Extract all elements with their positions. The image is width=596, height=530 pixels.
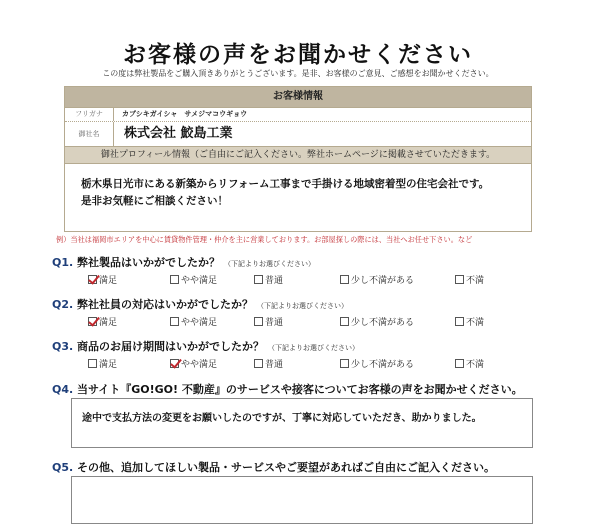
question-5-number: Q5. xyxy=(52,461,74,474)
question-2-hint: （下記よりお選びください） xyxy=(257,302,349,310)
page-title: お客様の声をお聞かせください xyxy=(123,42,473,68)
q1-option-slightly-dissatisfied[interactable] xyxy=(340,273,414,286)
option-label: 少し不満がある xyxy=(351,318,415,328)
option-label: やや満足 xyxy=(181,360,218,370)
checkbox-icon[interactable] xyxy=(455,359,464,368)
profile-line-2: 是非お気軽にご相談ください！ xyxy=(81,195,228,207)
q3-option-somewhat-satisfied[interactable] xyxy=(170,357,217,370)
checkbox-icon[interactable] xyxy=(88,275,97,284)
question-1-options xyxy=(0,273,596,287)
q3-option-neutral[interactable] xyxy=(254,357,283,370)
checkbox-icon[interactable] xyxy=(254,275,263,284)
question-1-number: Q1. xyxy=(52,256,74,269)
question-4-number: Q4. xyxy=(52,383,74,396)
profile-text[interactable] xyxy=(65,164,531,210)
question-3-hint: （下記よりお選びください） xyxy=(268,344,360,352)
page-subtitle: この度は弊社製品をご購入頂きありがとうございます。是非、お客様のご意見、ご感想をお聞かせください。 xyxy=(102,69,494,78)
question-1-hint: （下記よりお選びください） xyxy=(224,260,316,268)
option-label: 普通 xyxy=(265,276,284,286)
furigana-label: フリガナ xyxy=(65,108,114,121)
profile-line-1: 栃木県日光市にある新築からリフォーム工事まで手掛ける地域密着型の住宅会社です。 xyxy=(81,178,490,190)
option-label: 少し不満がある xyxy=(351,360,415,370)
question-2-text: 弊社社員の対応はいかがでしたか？ xyxy=(77,298,254,311)
question-1 xyxy=(52,254,315,270)
question-2-number: Q2. xyxy=(52,298,74,311)
question-3-options xyxy=(0,357,596,371)
question-5 xyxy=(52,459,495,475)
company-row xyxy=(65,122,531,147)
profile-header: 御社プロフィール情報（ご自由にご記入ください。弊社ホームページに掲載させていただきます。 xyxy=(65,147,531,164)
q1-option-dissatisfied[interactable] xyxy=(455,273,484,286)
q2-option-neutral[interactable] xyxy=(254,315,283,328)
checkbox-icon[interactable] xyxy=(254,317,263,326)
company-label: 御社名 xyxy=(65,122,114,146)
q2-option-slightly-dissatisfied[interactable] xyxy=(340,315,414,328)
option-label: 満足 xyxy=(99,276,118,286)
question-3 xyxy=(52,338,359,354)
checkbox-icon[interactable] xyxy=(88,317,97,326)
option-label: やや満足 xyxy=(181,318,218,328)
question-3-number: Q3. xyxy=(52,340,74,353)
option-label: 少し不満がある xyxy=(351,276,415,286)
customer-info-header: お客様情報 xyxy=(65,87,531,108)
option-label: 満足 xyxy=(99,318,118,328)
q1-option-somewhat-satisfied[interactable] xyxy=(170,273,217,286)
option-label: 普通 xyxy=(265,318,284,328)
option-label: 不満 xyxy=(466,276,485,286)
furigana-value[interactable]: カブシキガイシャ サメジマコウギョウ xyxy=(122,110,248,118)
q3-option-satisfied[interactable] xyxy=(88,357,117,370)
checkbox-icon[interactable] xyxy=(170,317,179,326)
checkbox-icon[interactable] xyxy=(455,275,464,284)
question-4-answer: 途中で支払方法の変更をお願いしたのですが、丁寧に対応していただき、助かりました。 xyxy=(82,413,482,424)
option-label: 不満 xyxy=(466,318,485,328)
example-note: 例）当社は福岡市エリアを中心に賃貸物件管理・仲介を主に営業しております。お部屋探しの際には、当社へお任せ下さい。など xyxy=(56,235,473,244)
question-4-text: 当サイト『GO!GO! 不動産』のサービスや接客についてお客様の声をお聞かせください。 xyxy=(77,383,523,396)
option-label: 普通 xyxy=(265,360,284,370)
question-5-text: その他、追加してほしい製品・サービスやご要望があればご自由にご記入ください。 xyxy=(77,461,496,474)
q2-option-somewhat-satisfied[interactable] xyxy=(170,315,217,328)
q2-option-satisfied[interactable] xyxy=(88,315,117,328)
q3-option-slightly-dissatisfied[interactable] xyxy=(340,357,414,370)
furigana-row xyxy=(65,108,531,122)
checkbox-icon[interactable] xyxy=(88,359,97,368)
checkbox-icon[interactable] xyxy=(254,359,263,368)
checkbox-icon[interactable] xyxy=(340,359,349,368)
checkbox-icon[interactable] xyxy=(455,317,464,326)
option-label: 不満 xyxy=(466,360,485,370)
q2-option-dissatisfied[interactable] xyxy=(455,315,484,328)
q1-option-satisfied[interactable] xyxy=(88,273,117,286)
checkbox-icon[interactable] xyxy=(340,275,349,284)
question-2-options xyxy=(0,315,596,329)
customer-info-section xyxy=(64,86,532,232)
company-value[interactable]: 株式会社 鮫島工業 xyxy=(124,126,233,141)
option-label: 満足 xyxy=(99,360,118,370)
question-4-answer-box[interactable] xyxy=(71,398,533,448)
checkbox-icon[interactable] xyxy=(340,317,349,326)
question-5-answer xyxy=(72,477,532,487)
option-label: やや満足 xyxy=(181,276,218,286)
question-2 xyxy=(52,296,348,312)
q1-option-neutral[interactable] xyxy=(254,273,283,286)
question-1-text: 弊社製品はいかがでしたか？ xyxy=(77,256,221,269)
checkbox-icon[interactable] xyxy=(170,275,179,284)
question-3-text: 商品のお届け期間はいかがでしたか？ xyxy=(77,340,265,353)
question-4 xyxy=(52,381,523,397)
q3-option-dissatisfied[interactable] xyxy=(455,357,484,370)
question-5-answer-box[interactable] xyxy=(71,476,533,524)
checkbox-icon[interactable] xyxy=(170,359,179,368)
